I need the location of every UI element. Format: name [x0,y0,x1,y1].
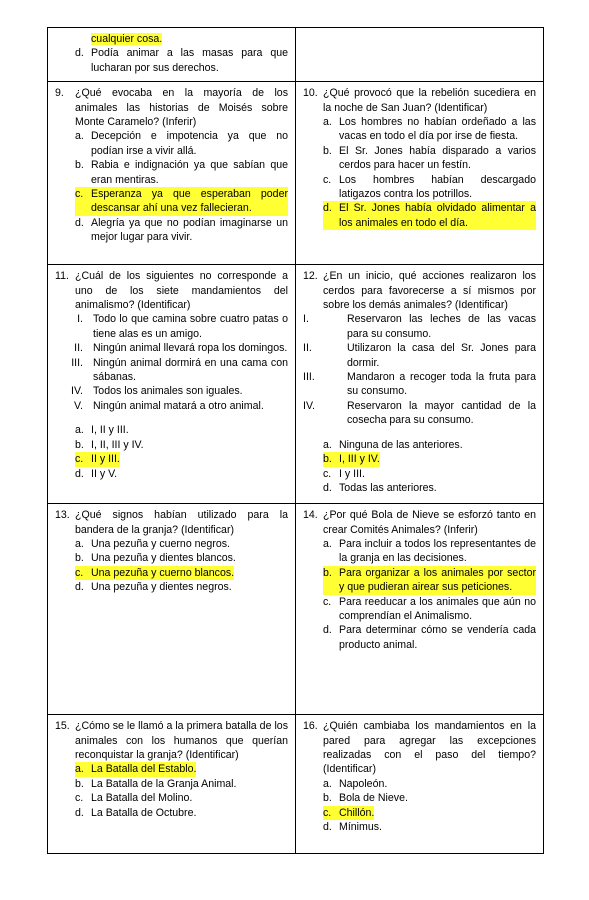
option-c-highlighted: c. Una pezuña y cuerno blancos. [75,566,235,579]
cell-empty [296,28,544,82]
option-a: a. Una pezuña y cuerno negros. [75,538,230,551]
option-a: a. I, II y III. [75,424,129,437]
option-c-continuation [75,32,288,46]
question-text: ¿Qué provocó que la rebelión sucediera en la noche de San Juan? (Identificar) [323,87,536,114]
option-c: c. I y III. [323,467,365,480]
option-a: a. Ninguna de las anteriores. [323,438,463,451]
option-b-highlighted: b. Para organizar a los animales por sector y que pudieran airear sus peticiones. [323,566,536,594]
question-number: 10. [303,87,318,100]
question-13 [48,504,296,715]
option-a: a. Decepción e impotencia ya que no podían irse a vivir allá. [75,130,288,157]
option-d-highlighted: d. El Sr. Jones había olvidado alimentar a los animales en todo el día. [323,202,536,229]
option-a: a. Para incluir a todos los representantes de la granja en las decisiones. [323,538,536,565]
question-number: 14. [303,509,318,522]
statement-iii: III. Mandaron a recoger toda la fruta para su consumo. [303,371,536,398]
option-text: Podía animar a las masas para que lucharan por sus derechos. [91,47,288,74]
question-text: ¿Cuál de los siguientes no corresponde a uno de los siete mandamientos del animalismo? (Identificar) [75,270,288,312]
option-c: c. La Batalla del Molino. [75,792,193,805]
statement-ii: II. Utilizaron la casa del Sr. Jones para dormir. [303,342,536,369]
statement-iii: III. Ningún animal dormirá en una cama con sábanas. [71,356,288,384]
option-b: b. El Sr. Jones había disparado a varios cerdos para hacer un festín. [323,144,536,172]
statement-i: I. Todo lo que camina sobre cuatro patas o tiene alas es un amigo. [77,313,288,340]
option-c: c. Para reeducar a los animales que aún no comprendían el Animalismo. [323,595,536,623]
option-b: b. Rabia e indignación ya que sabían que eran mentiras. [75,159,288,186]
question-number: 13. [55,509,70,522]
question-text: ¿Qué evocaba en la mayoría de los animales las historias de Moisés sobre Monte Caramelo? (Inferir) [75,87,288,129]
statement-ii: II. Ningún animal llevará ropa los domingos. [74,342,288,355]
question-10 [296,82,544,265]
statement-iv: IV. Reservaron la mayor cantidad de la cosecha para su consumo. [303,399,536,427]
option-d: d. Todas las anteriores. [323,481,437,494]
option-c-highlighted: c. Esperanza ya que esperaban poder descansar ahí una vez fallecieran. [75,188,288,215]
option-text: cualquier cosa. [91,33,163,45]
question-number: 16. [303,720,318,733]
option-d: d. Para determinar cómo se vendería cada producto animal. [323,624,536,651]
question-number: 15. [55,720,70,733]
table-row [48,28,544,82]
option-b: b. I, II, III y IV. [75,438,144,451]
question-9 [48,82,296,265]
question-text: ¿En un inicio, qué acciones realizaron los cerdos para favorecerse a sí mismos por sobre los demás animales? (Identificar) [323,270,536,312]
table-row [48,715,544,854]
question-number: 11. [55,270,69,283]
question-text: ¿Qué signos habían utilizado para la bandera de la granja? (Identificar) [75,509,288,536]
option-d: d. Podía animar a las masas para que lucharan por sus derechos. [75,47,288,74]
question-text: ¿Por qué Bola de Nieve se esforzó tanto en crear Comités Animales? (Inferir) [323,509,536,536]
statement-iv: IV. Todos los animales son iguales. [71,385,243,398]
table-row [48,265,544,504]
option-c-highlighted: c. II y III. [75,453,120,466]
statement-v: V. Ningún animal matará a otro animal. [73,399,264,412]
option-d: d. Mínimus. [323,821,382,834]
question-11 [48,265,296,504]
question-14 [296,504,544,715]
option-a: a. Los hombres no habían ordeñado a las vacas en todo el día por irse de fiesta. [323,116,536,143]
cell-continuation [48,28,296,82]
option-d: d. Alegría ya que no podían imaginarse un mejor lugar para vivir. [75,216,288,244]
question-15 [48,715,296,854]
option-d: d. II y V. [75,467,118,480]
option-b-highlighted: b. I, III y IV. [323,453,380,466]
option-c-highlighted: c. Chillón. [323,806,375,819]
question-text: ¿Quién cambiaba los mandamientos en la pared para agregar las excepciones realizadas con el paso del tiempo? (Identificar) [323,720,536,776]
option-a: a. Napoleón. [323,777,388,790]
questions-table [47,27,544,854]
option-b: b. La Batalla de la Granja Animal. [75,777,237,790]
option-c: c. Los hombres habían descargado latigazos contra los potrillos. [323,173,536,201]
option-d: d. La Batalla de Octubre. [75,806,197,819]
option-a-highlighted: a. La Batalla del Establo. [75,763,197,776]
question-number: 9. [55,87,64,100]
table-row [48,82,544,265]
table-row [48,504,544,715]
option-b: b. Bola de Nieve. [323,792,408,805]
option-b: b. Una pezuña y dientes blancos. [75,552,236,565]
question-number: 12. [303,270,318,283]
option-d: d. Una pezuña y dientes negros. [75,581,232,594]
question-text: ¿Cómo se le llamó a la primera batalla de los animales con los humanos que querían reconquistar la granja? (Identificar) [75,720,288,762]
statement-i: I. Reservaron las leches de las vacas para su consumo. [303,313,536,340]
question-16 [296,715,544,854]
question-12 [296,265,544,504]
